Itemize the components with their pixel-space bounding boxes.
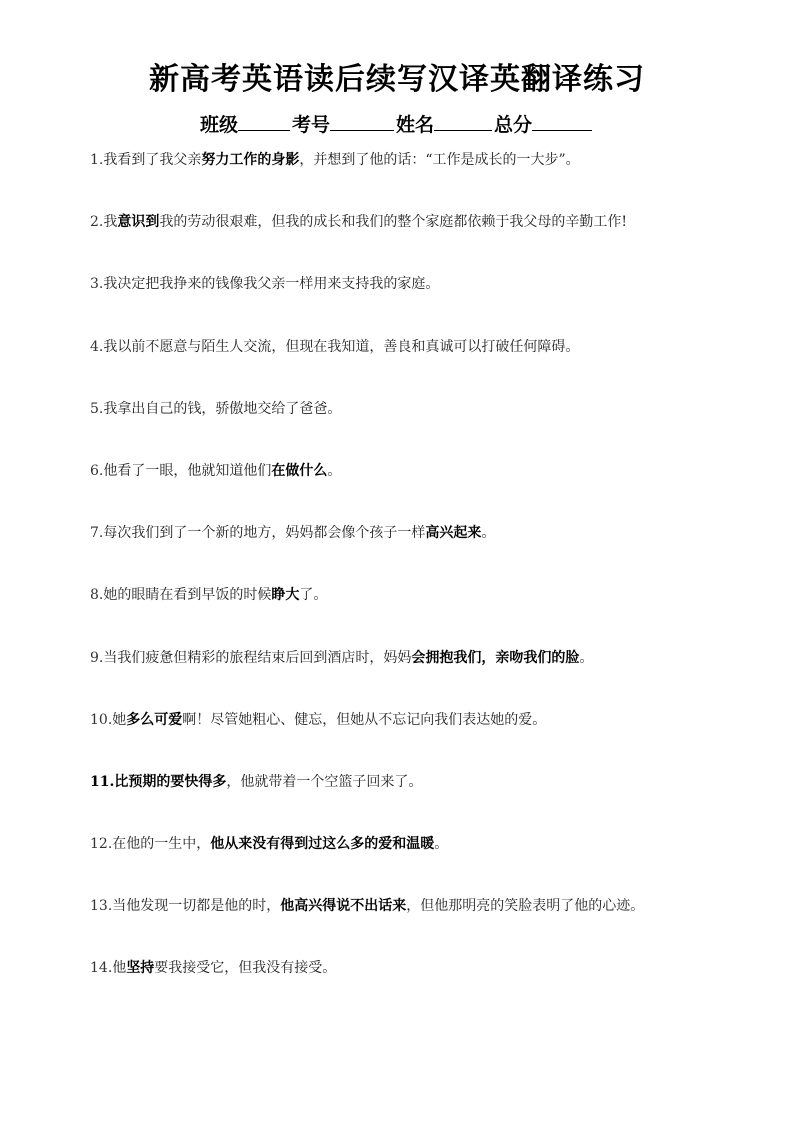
question-list — [90, 146, 780, 1017]
question-item — [90, 706, 780, 768]
question-item — [90, 333, 780, 395]
question-text: 要我接受它，但我没有接受。 — [154, 960, 337, 977]
question-keyword: 在做什么 — [271, 462, 328, 479]
name-label: 姓名 — [396, 114, 435, 136]
student-info-line — [0, 110, 794, 140]
question-keyword: 睁大 — [271, 587, 300, 604]
question-keyword: 坚持 — [126, 960, 155, 977]
question-keyword: 他从来没有得到过这么多的爱和温暖 — [210, 836, 435, 853]
question-text: 。 — [327, 462, 342, 479]
question-item — [90, 644, 780, 706]
question-keyword: 多么可爱 — [126, 711, 183, 728]
question-item — [90, 395, 780, 457]
question-item — [90, 270, 780, 332]
question-number: 10. — [90, 711, 113, 728]
question-number: 3. — [90, 276, 104, 293]
question-item — [90, 892, 780, 954]
question-number: 7. — [90, 525, 104, 542]
question-text: 他看了一眼，他就知道他们 — [103, 462, 272, 479]
question-text: 当我们疲惫但精彩的旅程结束后回到酒店时，妈妈 — [103, 649, 412, 666]
question-text: ，他就带着一个空篮子回来了。 — [226, 773, 423, 790]
question-number: 13. — [90, 898, 113, 915]
question-item — [90, 457, 780, 519]
question-text: 她 — [112, 711, 127, 728]
id-blank[interactable] — [330, 111, 394, 131]
question-number: 6. — [90, 462, 104, 479]
question-item — [90, 581, 780, 643]
question-number: 1. — [90, 152, 104, 168]
question-number: 9. — [90, 649, 104, 666]
question-text: ，并想到了他的话：“工作是成长的一大步”。 — [299, 152, 580, 168]
question-number: 12. — [90, 836, 113, 853]
question-item — [90, 208, 780, 270]
id-label: 考号 — [291, 114, 330, 136]
question-number: 11. — [90, 773, 115, 790]
question-text: 每次我们到了一个新的地方，妈妈都会像个孩子一样 — [103, 525, 426, 542]
question-item — [90, 519, 780, 581]
question-text: 我以前不愿意与陌生人交流，但现在我知道，善良和真诚可以打破任何障碍。 — [103, 338, 580, 355]
question-text: 我决定把我挣来的钱像我父亲一样用来支持我的家庭。 — [103, 276, 440, 293]
question-number: 14. — [90, 960, 113, 977]
page-title: 新高考英语读后续写汉译英翻译练习 — [149, 62, 645, 97]
question-number: 4. — [90, 338, 104, 355]
question-text: 他 — [112, 960, 127, 977]
question-text: ，但他那明亮的笑脸表明了他的心迹。 — [406, 898, 645, 915]
question-text: 我看到了我父亲 — [103, 152, 202, 168]
question-keyword: 努力工作的身影 — [201, 152, 300, 168]
question-keyword: 会拥抱我们，亲吻我们的脸 — [411, 649, 580, 666]
question-text: 我的劳动很艰难，但我的成长和我们的整个家庭都依赖于我父母的辛勤工作! — [159, 214, 627, 231]
question-keyword: 他高兴得说不出话来 — [280, 898, 407, 915]
question-text: 我 — [103, 214, 118, 231]
question-text: 我拿出自己的钱，骄傲地交给了爸爸。 — [103, 400, 342, 417]
question-text: 当他发现一切都是他的时， — [112, 898, 281, 915]
question-text: 。 — [434, 836, 449, 853]
score-label: 总分 — [494, 114, 533, 136]
question-item — [90, 954, 780, 1016]
question-text: 。 — [481, 525, 496, 542]
class-blank[interactable] — [238, 111, 290, 131]
question-text: 啊！尽管她粗心、健忘，但她从不忘记向我们表达她的爱。 — [182, 711, 547, 728]
score-blank[interactable] — [532, 111, 592, 131]
question-keyword: 高兴起来 — [425, 525, 482, 542]
question-item — [90, 768, 780, 830]
question-number: 8. — [90, 587, 104, 604]
question-number: 2. — [90, 214, 104, 231]
question-text: 。 — [579, 649, 594, 666]
question-item — [90, 830, 780, 892]
name-blank[interactable] — [434, 111, 492, 131]
question-keyword: 意识到 — [117, 214, 160, 231]
question-number: 5. — [90, 400, 104, 417]
question-text: 在他的一生中， — [112, 836, 211, 853]
question-keyword: 比预期的要快得多 — [114, 773, 227, 790]
class-label: 班级 — [199, 114, 238, 136]
question-text: 了。 — [299, 587, 328, 604]
question-item — [90, 146, 780, 208]
question-text: 她的眼睛在看到早饭的时候 — [103, 587, 272, 604]
